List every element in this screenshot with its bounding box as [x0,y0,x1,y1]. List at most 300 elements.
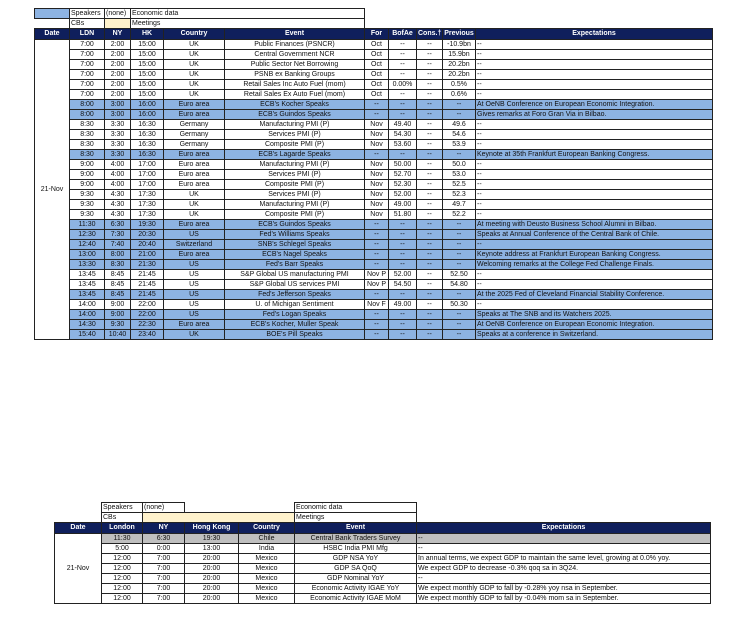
table-cell: Nov [365,200,389,210]
table-cell: -- [476,160,713,170]
table-cell: 13:00 [185,544,239,554]
header-cell: Country [164,29,225,40]
table-cell: Economic Activity IGAE MoM [295,594,417,604]
table-cell: Manufacturing PMI (P) [225,120,365,130]
table-cell: 20:30 [131,230,164,240]
date-cell: 21-Nov [35,40,70,340]
table-cell: 50.0 [443,160,476,170]
table-cell: 13:30 [70,260,105,270]
table-cell: -- [443,250,476,260]
table-cell: -- [389,260,417,270]
table-cell: Nov [365,120,389,130]
table-cell: 52.00 [389,270,417,280]
table-cell: 15:00 [131,90,164,100]
table-cell: Euro area [164,110,225,120]
header-cell: Date [55,523,102,534]
table-cell: UK [164,190,225,200]
table-cell: -- [476,170,713,180]
table-cell: In annual terms, we expect GDP to maintain the same level, growing at 0.0% yoy. [417,554,711,564]
table-cell: At OeNB Conference on European Economic Integration. [476,100,713,110]
table-cell: -- [389,70,417,80]
table-cell: GDP SA QoQ [295,564,417,574]
table-cell: 21:45 [131,270,164,280]
table-cell: Mexico [239,574,295,584]
table-cell: 8:30 [70,150,105,160]
table-cell: -- [476,80,713,90]
table-cell: ECB's Guindos Speaks [225,110,365,120]
table-cell: 52.00 [389,190,417,200]
table-cell: Gives remarks at Foro Gran Via in Bilbao. [476,110,713,120]
table-cell: -- [476,270,713,280]
legend-swatch-meetings [143,513,295,523]
table-cell: 2:00 [105,40,131,50]
table-cell: -- [443,220,476,230]
table-cell: At OeNB Conference on European Economic Integration. [476,320,713,330]
table-cell: 7:00 [143,584,185,594]
header-cell: HK [131,29,164,40]
table-cell: Composite PMI (P) [225,180,365,190]
table-cell: Services PMI (P) [225,170,365,180]
table-cell: US [164,270,225,280]
table-cell: -- [417,130,443,140]
table-cell: Speaks at The SNB and its Watchers 2025. [476,310,713,320]
table-cell: 54.30 [389,130,417,140]
table-row [35,260,713,270]
table-cell: -10.9bn [443,40,476,50]
table-cell: 13:45 [70,280,105,290]
table-cell: UK [164,330,225,340]
table-cell: -- [417,120,443,130]
table-cell: Central Bank Traders Survey [295,534,417,544]
table-cell: 8:30 [70,120,105,130]
table-cell: 10:40 [105,330,131,340]
table-cell: 52.50 [443,270,476,280]
table-cell: -- [476,210,713,220]
table-cell: Euro area [164,100,225,110]
table-cell: -- [476,130,713,140]
table-cell: 22:00 [131,310,164,320]
table-cell: 20:00 [185,584,239,594]
legend-row-2 [55,513,711,523]
table-cell: 52.2 [443,210,476,220]
table-cell: 9:30 [105,320,131,330]
table-cell: UK [164,40,225,50]
table-cell: ECB's Kocher, Muller Speak [225,320,365,330]
table-cell: -- [365,290,389,300]
table-cell: GDP NSA YoY [295,554,417,564]
table-cell: -- [476,180,713,190]
legend-row-1 [55,503,711,513]
table-cell: US [164,260,225,270]
table-cell: Germany [164,140,225,150]
table-cell: Keynote at 35th Frankfurt European Banking Congress. [476,150,713,160]
table-cell: -- [389,310,417,320]
table-cell: -- [443,290,476,300]
table-cell: We expect monthly GDP to fall by -0.04% mom sa in September. [417,594,711,604]
table-cell: Oct [365,40,389,50]
table-cell: 0.6% [443,90,476,100]
table-cell: PSNB ex Banking Groups [225,70,365,80]
table-cell: 0.00% [389,80,417,90]
header-cell: BofAe [389,29,417,40]
table-cell: -- [389,220,417,230]
table-cell: Mexico [239,584,295,594]
table-cell: 20:00 [185,574,239,584]
table-cell: -- [389,90,417,100]
table-cell: 17:00 [131,170,164,180]
table-cell: SNB's Schlegel Speaks [225,240,365,250]
table-cell: 6:30 [143,534,185,544]
table-cell: Euro area [164,180,225,190]
table-cell: BOE's Pill Speaks [225,330,365,340]
table-cell: 20:00 [185,594,239,604]
table-cell: Composite PMI (P) [225,210,365,220]
table-cell: -- [443,320,476,330]
table-row [35,70,713,80]
table-cell: Public Sector Net Borrowing [225,60,365,70]
table-cell: 19:30 [131,220,164,230]
table-cell: ECB's Lagarde Speaks [225,150,365,160]
table-row [35,210,713,220]
table-cell: -- [417,190,443,200]
table-cell: 51.80 [389,210,417,220]
table-cell: -- [476,70,713,80]
table-cell: 54.6 [443,130,476,140]
table-cell: Mexico [239,564,295,574]
table-row [55,584,711,594]
table-cell: -- [417,170,443,180]
table-cell: 2:00 [105,80,131,90]
table-row [35,190,713,200]
table-row [35,240,713,250]
legend-meetings: Meetings [295,513,417,523]
table-cell: Welcoming remarks at the College Fed Challenge Finals. [476,260,713,270]
table-cell: UK [164,80,225,90]
table-cell: 8:00 [70,100,105,110]
table-cell: 6:30 [105,220,131,230]
table-cell: GDP Nominal YoY [295,574,417,584]
table-cell: 4:00 [105,170,131,180]
table-cell: -- [365,310,389,320]
table-cell: 20:00 [185,564,239,574]
table-cell: UK [164,50,225,60]
table-cell: 54.80 [443,280,476,290]
table-cell: -- [365,110,389,120]
table-cell: 5:00 [102,544,143,554]
table-cell: 9:30 [70,190,105,200]
table-cell: 13:45 [70,270,105,280]
table-cell: Retail Sales Inc Auto Fuel (mom) [225,80,365,90]
table-row [35,200,713,210]
table-cell: 20:40 [131,240,164,250]
table-row [35,160,713,170]
table-cell: 8:30 [105,260,131,270]
table-row [35,230,713,240]
table-row [35,140,713,150]
table-cell: -- [476,140,713,150]
table-cell: 3:30 [105,140,131,150]
table-cell: Economic Activity IGAE YoY [295,584,417,594]
table-cell: -- [476,50,713,60]
table-cell: -- [476,240,713,250]
table-header [55,523,711,534]
table-cell: Retail Sales Ex Auto Fuel (mom) [225,90,365,100]
table-cell: 53.60 [389,140,417,150]
table-cell: Keynote address at Frankfurt European Banking Congress. [476,250,713,260]
table-row [35,110,713,120]
table-cell: Germany [164,120,225,130]
table-cell: -- [389,240,417,250]
table-cell: Germany [164,130,225,140]
table-cell: 16:30 [131,130,164,140]
table-cell: 9:00 [70,160,105,170]
table-cell: 15.9bn [443,50,476,60]
table-cell: 49.6 [443,120,476,130]
table-cell: 17:00 [131,160,164,170]
table-cell: UK [164,200,225,210]
table-cell: Nov [365,140,389,150]
table-cell: 52.30 [389,180,417,190]
table-cell: 3:30 [105,130,131,140]
table-cell: -- [417,544,711,554]
table-cell: Speaks at Annual Conference of the Central Bank of Chile. [476,230,713,240]
table-cell: -- [417,250,443,260]
legend-row-1 [35,9,713,19]
table-cell: 7:00 [70,90,105,100]
table-cell: Nov P [365,280,389,290]
table-cell: Switzerland [164,240,225,250]
table-cell: UK [164,60,225,70]
table-cell: Oct [365,70,389,80]
table-cell: -- [476,300,713,310]
table-cell: 7:40 [105,240,131,250]
table-row [35,100,713,110]
table-cell: 15:00 [131,80,164,90]
table-cell: US [164,310,225,320]
table-cell: Mexico [239,594,295,604]
table-cell: -- [365,240,389,250]
table-cell: 52.3 [443,190,476,200]
table-cell: 8:45 [105,280,131,290]
table-cell: US [164,290,225,300]
calendar-table-1 [34,8,713,340]
table-cell: -- [417,270,443,280]
table-cell: 17:30 [131,190,164,200]
table-cell: 16:00 [131,100,164,110]
table-cell: -- [389,40,417,50]
table-cell: -- [389,250,417,260]
table-cell: 8:45 [105,290,131,300]
table-cell: ECB's Guindos Speaks [225,220,365,230]
table-cell: -- [417,220,443,230]
table-cell: 13:00 [70,250,105,260]
table-cell: HSBC India PMI Mfg [295,544,417,554]
table-row [35,50,713,60]
table-cell: -- [417,150,443,160]
table-cell: 50.30 [443,300,476,310]
table-row [55,534,711,544]
table-cell: 52.70 [389,170,417,180]
table-cell: At the 2025 Fed of Cleveland Financial Stability Conference. [476,290,713,300]
table-cell: 2:00 [105,60,131,70]
header-cell: For [365,29,389,40]
table-cell: -- [417,210,443,220]
table-cell: ECB's Nagel Speaks [225,250,365,260]
table-header [35,29,713,40]
table-cell: 49.7 [443,200,476,210]
table-cell: 16:30 [131,120,164,130]
table-cell: US [164,230,225,240]
table-row [35,80,713,90]
table-cell: We expect GDP to decrease -0.3% qoq sa in 3Q24. [417,564,711,574]
table-cell: 12:40 [70,240,105,250]
table-row [35,150,713,160]
table-cell: Euro area [164,170,225,180]
table-cell: -- [417,100,443,110]
table-cell: -- [476,200,713,210]
table-cell: -- [443,330,476,340]
table-cell: 8:00 [70,110,105,120]
table-cell: 52.5 [443,180,476,190]
table-cell: 4:00 [105,180,131,190]
table-cell: -- [389,50,417,60]
table-cell: -- [476,40,713,50]
table-cell: 9:00 [105,310,131,320]
table-cell: 16:30 [131,140,164,150]
table-cell: -- [365,100,389,110]
table-cell: 49.40 [389,120,417,130]
table-cell: 19:30 [185,534,239,544]
table-cell: -- [443,260,476,270]
legend-swatch-meetings [105,19,131,29]
table-cell: 9:30 [70,200,105,210]
table-row [35,320,713,330]
table-cell: -- [443,110,476,120]
table-cell: Nov [365,170,389,180]
table-cell: 21:45 [131,280,164,290]
table-cell: -- [417,110,443,120]
table-cell: 14:00 [70,310,105,320]
table-cell: S&P Global US services PMI [225,280,365,290]
table-cell: Euro area [164,160,225,170]
table-cell: Fed's Jefferson Speaks [225,290,365,300]
table-cell: 7:00 [143,594,185,604]
table-cell: 0.5% [443,80,476,90]
table-cell: Fed's Williams Speaks [225,230,365,240]
table-cell: 8:30 [70,140,105,150]
table-row [35,170,713,180]
table-cell: 20:00 [185,554,239,564]
table-cell: -- [365,260,389,270]
table-cell: 50.00 [389,160,417,170]
table-cell: 15:40 [70,330,105,340]
table-cell: Nov [365,210,389,220]
table-cell: -- [389,290,417,300]
table-row [35,220,713,230]
header-cell: Country [239,523,295,534]
table-cell: 16:30 [131,150,164,160]
table-cell: 4:30 [105,210,131,220]
table-cell: 4:00 [105,160,131,170]
table-cell: 11:30 [102,534,143,544]
table-cell: -- [365,220,389,230]
legend-cbs: CBs [102,513,143,523]
table-cell: -- [365,320,389,330]
table-row [35,130,713,140]
table-row [55,554,711,564]
table-row [35,250,713,260]
header-cell: Previous [443,29,476,40]
table-cell: 9:00 [70,170,105,180]
legend-swatch-speakers [35,9,70,19]
table-cell: -- [417,180,443,190]
table-cell: 12:00 [102,554,143,564]
table-cell: -- [417,260,443,270]
table-row [35,180,713,190]
table-cell: -- [443,230,476,240]
header-cell: Event [295,523,417,534]
table-cell: Nov [365,130,389,140]
table-cell: -- [443,150,476,160]
table-cell: -- [476,120,713,130]
table-cell: Fed's Barr Speaks [225,260,365,270]
table-cell: 3:00 [105,110,131,120]
header-cell: Date [35,29,70,40]
legend-speakers: Speakers [102,503,143,513]
table-cell: -- [417,50,443,60]
table-row [35,330,713,340]
table-cell: 12:30 [70,230,105,240]
table-cell: 12:00 [102,564,143,574]
table-row [55,594,711,604]
table-cell: 8:00 [105,250,131,260]
table-cell: US [164,280,225,290]
table-cell: 12:00 [102,594,143,604]
table-cell: 3:30 [105,120,131,130]
legend-econ: Economic data [131,9,365,19]
table-cell: -- [417,310,443,320]
table-row [55,544,711,554]
table-cell: -- [417,230,443,240]
table-cell: 23:40 [131,330,164,340]
table-cell: 9:30 [70,210,105,220]
table-cell: -- [417,290,443,300]
header-cell: Hong Kong [185,523,239,534]
table-cell: -- [389,100,417,110]
table-cell: -- [417,200,443,210]
table-cell: 17:00 [131,180,164,190]
table-row [35,270,713,280]
table-cell: 12:00 [102,574,143,584]
table-cell: Oct [365,80,389,90]
table-cell: -- [389,110,417,120]
table-cell: 21:00 [131,250,164,260]
header-cell: Cons.† [417,29,443,40]
table-cell: Euro area [164,150,225,160]
table-cell: 21:45 [131,290,164,300]
table-cell: 15:00 [131,40,164,50]
table-cell: 12:00 [102,584,143,594]
legend-speakers: Speakers [70,9,105,19]
table-cell: -- [417,70,443,80]
table-cell: -- [389,330,417,340]
table-cell: 0:00 [143,544,185,554]
table-row [35,40,713,50]
table-cell: Central Government NCR [225,50,365,60]
table-cell: 20.2bn [443,60,476,70]
table-cell: -- [389,320,417,330]
table-cell: -- [389,60,417,70]
